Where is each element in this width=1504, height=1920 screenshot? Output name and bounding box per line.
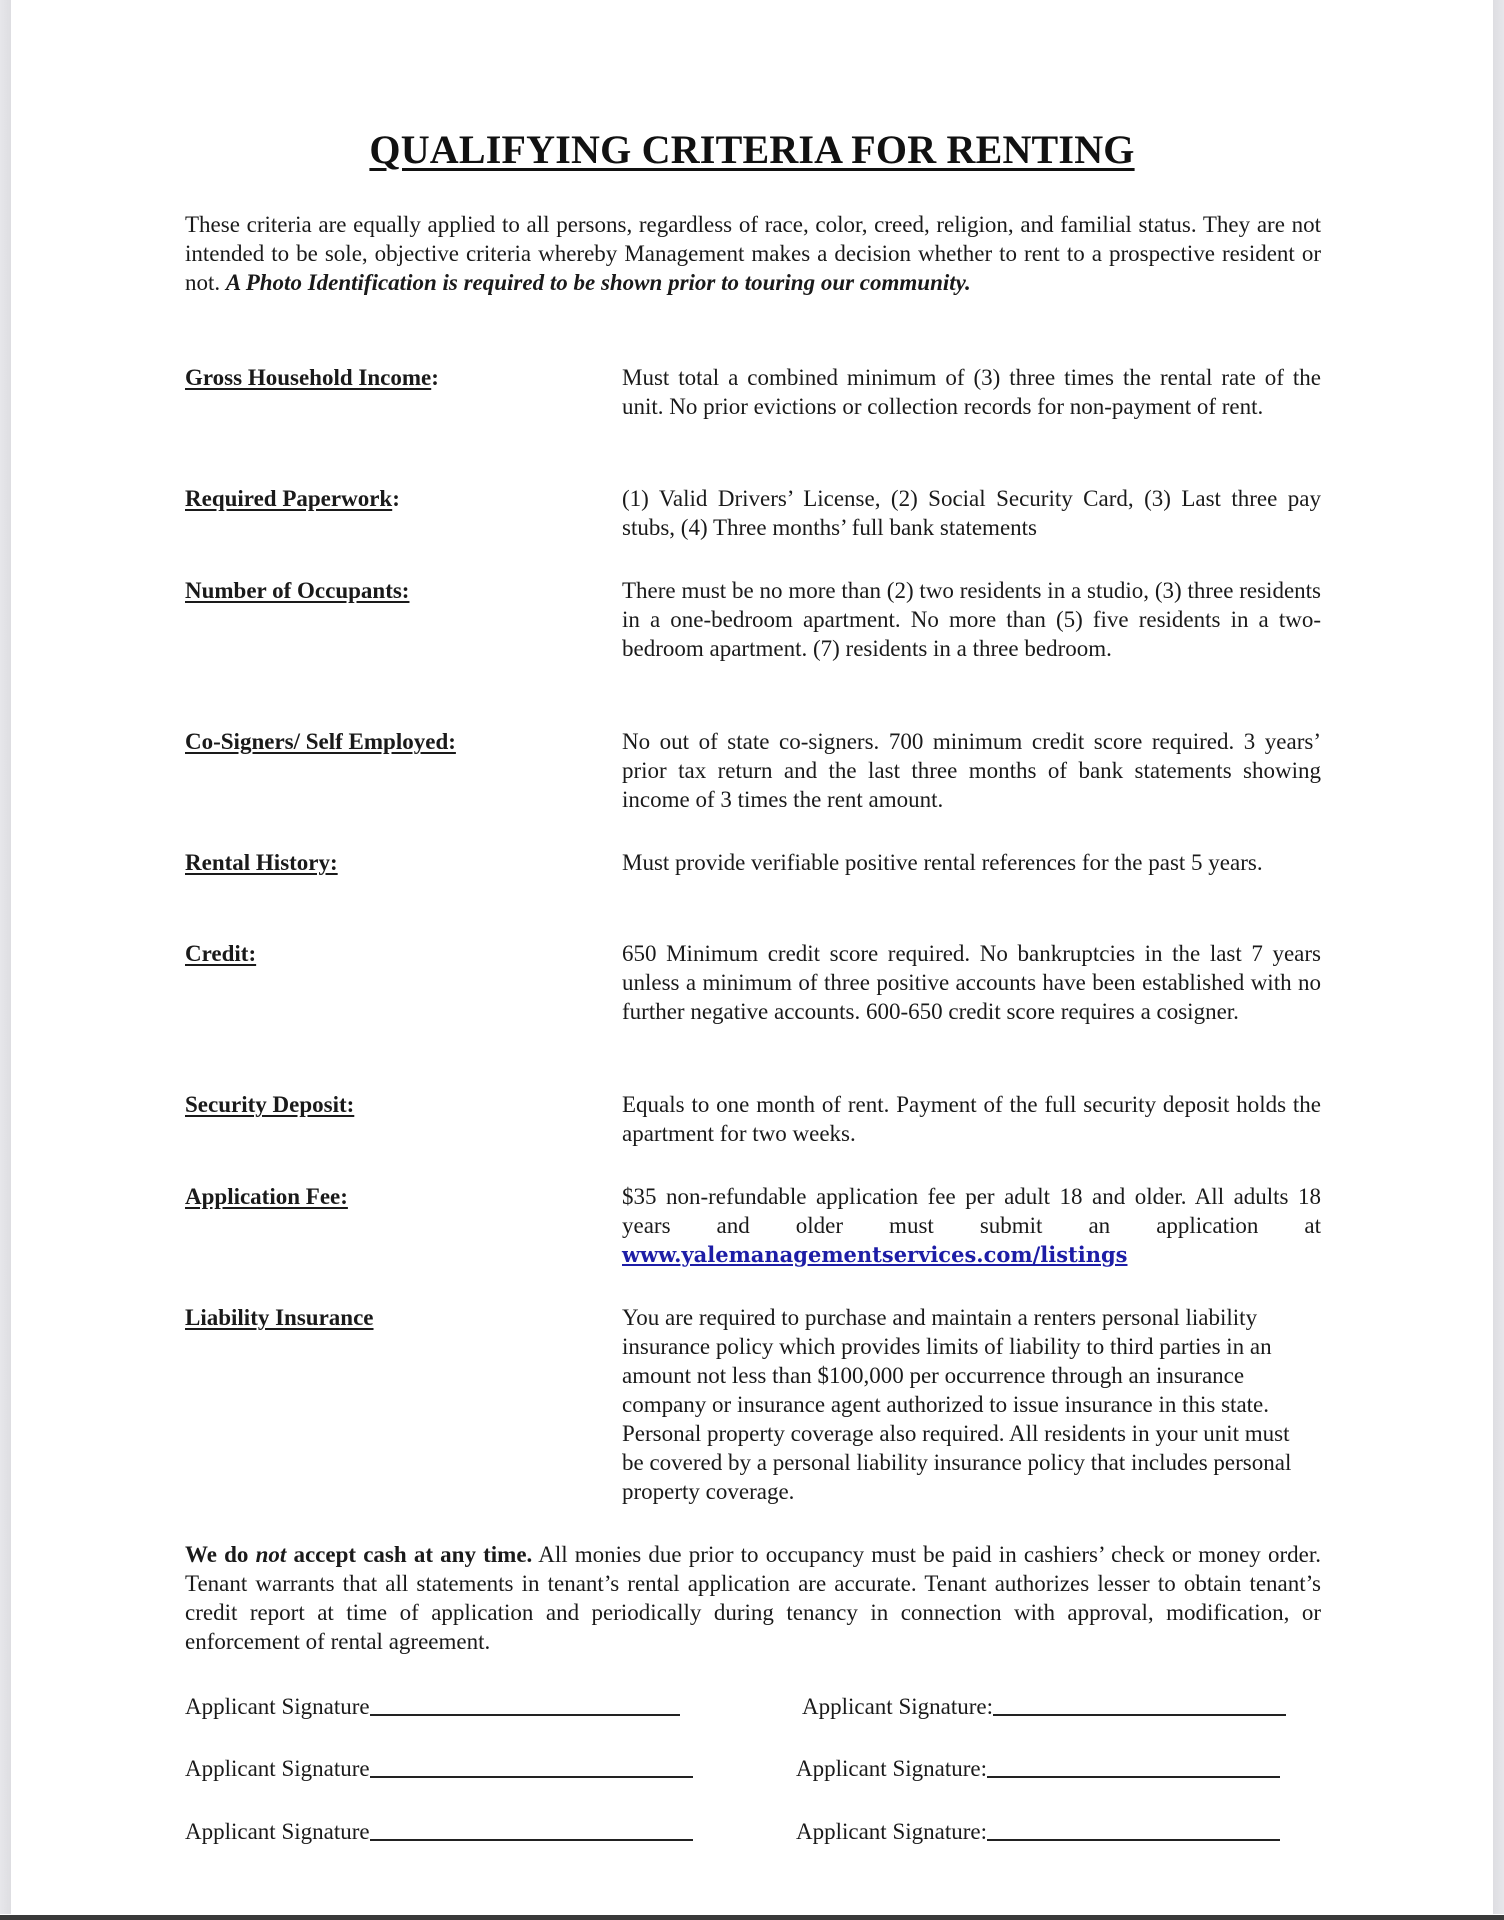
signature-line[interactable] — [993, 1714, 1286, 1716]
criteria-label: Application Fee: — [185, 1184, 348, 1209]
signature-field-right-2[interactable]: Applicant Signature: — [796, 1754, 1280, 1783]
criteria-label: Co-Signers/ Self Employed: — [185, 729, 456, 754]
criteria-value: (1) Valid Drivers’ License, (2) Social Security Card, (3) Last three pay stubs, (4) Three months’ full bank statements — [622, 486, 1321, 540]
signature-field-left-3[interactable]: Applicant Signature — [185, 1817, 693, 1846]
criteria-label: Required Paperwork: — [185, 486, 400, 511]
signature-field-left-1[interactable]: Applicant Signature — [185, 1692, 680, 1721]
criteria-value: Equals to one month of rent. Payment of the full security deposit holds the apartment for two weeks. — [622, 1092, 1321, 1146]
viewer-bottom-edge — [0, 1915, 1504, 1920]
listings-link[interactable]: www.yalemanagementservices.com/listings — [622, 1242, 1128, 1267]
signature-line[interactable] — [370, 1714, 680, 1716]
criteria-value: There must be no more than (2) two residents in a studio, (3) three residents in a one-bedroom apartment. No more than (5) five residents in a two-bedroom apartment. (7) residents in a three bedroom. — [622, 578, 1321, 661]
criteria-label: Number of Occupants: — [185, 578, 410, 603]
intro-paragraph — [185, 210, 1321, 297]
signature-line[interactable] — [370, 1776, 693, 1778]
criteria-value: $35 non-refundable application fee per adult 18 and older. All adults 18 years and older must submit an application at www.yalemanagementservices.com/listings — [622, 1184, 1321, 1267]
criteria-value: Must provide verifiable positive rental references for the past 5 years. — [622, 850, 1263, 875]
criteria-value: Must total a combined minimum of (3) three times the rental rate of the unit. No prior evictions or collection records for non-payment of rent. — [622, 365, 1321, 419]
intro-emphasis: A Photo Identification is required to be shown prior to touring our community. — [225, 270, 971, 295]
signature-field-right-1[interactable]: Applicant Signature: — [802, 1692, 1286, 1721]
viewer-right-edge — [1493, 0, 1504, 1914]
signature-field-left-2[interactable]: Applicant Signature — [185, 1754, 693, 1783]
signature-line[interactable] — [987, 1839, 1280, 1841]
payment-terms-paragraph: We do not accept cash at any time. All monies due prior to occupancy must be paid in cashiers’ check or money order. Tenant warrants that all statements in tenant’s rental application are accurate. Tenant authorizes lesser to obtain tenant’s credit report at time of application and periodically during tenancy in connection with approval, modification, or enforcement of rental agreement. — [185, 1542, 1321, 1654]
criteria-label: Rental History: — [185, 850, 338, 875]
signature-field-right-3[interactable]: Applicant Signature: — [796, 1817, 1280, 1846]
criteria-value: You are required to purchase and maintain a renters personal liability insurance policy which provides limits of liability to third parties in an amount not less than $100,000 per occurrence through an insurance company or insurance agent authorized to issue insurance in this state. Personal property coverage also required. All residents in your unit must be covered by a personal liability insurance policy that includes personal property coverage. — [622, 1305, 1292, 1504]
intro-text: These criteria are equally applied to all persons, regardless of race, color, creed, religion, and familial status. They are not intended to be sole, objective criteria whereby Management makes a decision whether to rent to a prospective resident or not. — [185, 212, 1321, 295]
criteria-label: Gross Household Income: — [185, 365, 439, 390]
criteria-label: Security Deposit: — [185, 1092, 355, 1117]
viewer-left-edge — [0, 0, 11, 1914]
criteria-label: Liability Insurance — [185, 1305, 374, 1330]
page-title: QUALIFYING CRITERIA FOR RENTING — [369, 127, 1135, 172]
criteria-value: No out of state co-signers. 700 minimum credit score required. 3 years’ prior tax return and the last three months of bank statements showing income of 3 times the rent amount. — [622, 729, 1321, 812]
criteria-value: 650 Minimum credit score required. No bankruptcies in the last 7 years unless a minimum of three positive accounts have been established with no further negative accounts. 600-650 credit score requires a cosigner. — [622, 941, 1321, 1024]
signature-line[interactable] — [370, 1839, 693, 1841]
criteria-label: Credit: — [185, 941, 257, 966]
signature-line[interactable] — [987, 1776, 1280, 1778]
